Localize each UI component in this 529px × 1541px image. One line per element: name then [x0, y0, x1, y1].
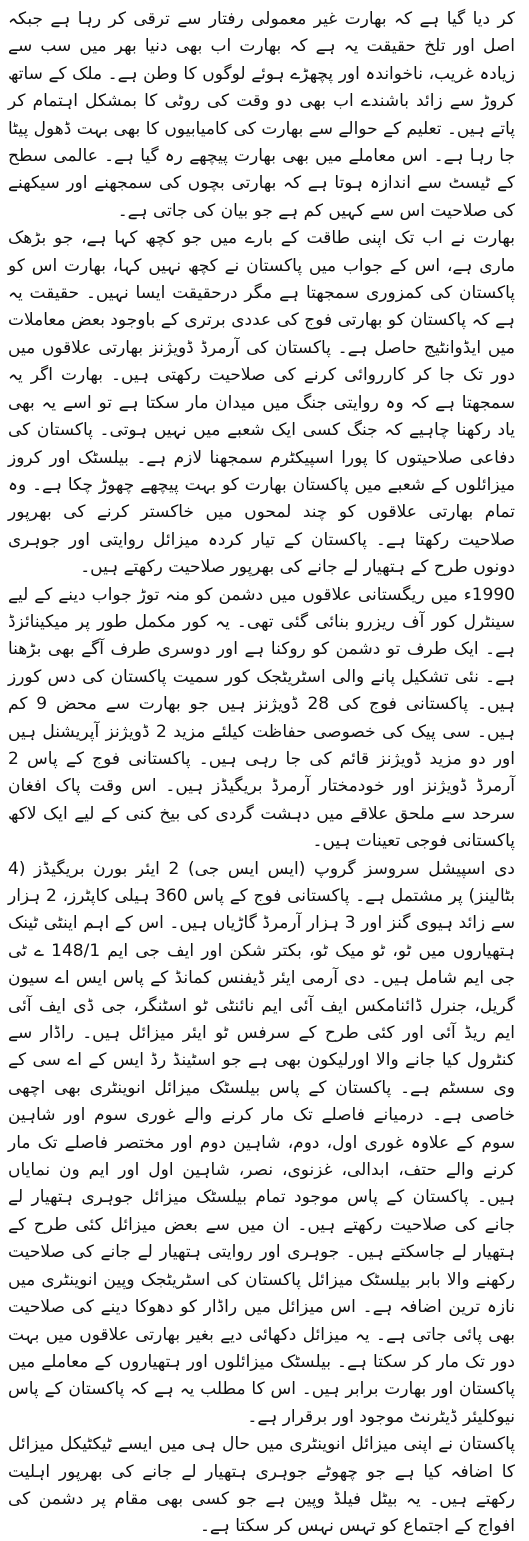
article-paragraph: 1990ء میں ریگستانی علاقوں میں دشمن کو منہ توڑ جواب دینے کے لیے سینٹرل کور آف ریزرو بنائی گئی تھی۔ یہ کور مکمل طور پر میکینائزڈ ہے۔ ایک طرف تو دشمن کو روکنا ہے اور دوسری طرف آگے بھی بڑھنا ہے۔ نئی تشکیل پانے والی اسٹریٹجک کور سمیت پاکستان کی دس کورز ہیں۔ پاکستانی فوج کی 28 ڈویژنز ہیں جو بھارت سے محض 9 کم ہیں۔ سی پیک کی خصوصی حفاظت کیلئے مزید 2 ڈویژنز آپریشنل ہیں اور دو مزید ڈویژنز قائم کی جا رہی ہیں۔ پاکستانی فوج کے پاس 2 آرمرڈ ڈویژنز اور خودمختار آرمرڈ بریگیڈز ہیں۔ اس وقت پاک افغان سرحد سے ملحق علاقے میں دہشت گردی کی بیخ کنی کے لیے ایک لاکھ پاکستانی فوجی تعینات ہیں۔	[8, 584, 515, 852]
article-paragraph: کر دیا گیا ہے کہ بھارت غیر معمولی رفتار سے ترقی کر رہا ہے جبکہ اصل اور تلخ حقیقت یہ ہے کہ بھارت اب بھی دنیا بھر میں سب سے زیادہ غریب، ناخواندہ اور پچھڑے ہوئے لوگوں کا وطن ہے۔ ملک کے ساتھ کروڑ سے زائد باشندے اب بھی دو وقت کی روٹی کا بمشکل اہتمام کر پاتے ہیں۔ تعلیم کے حوالے سے بھارت کی کامیابیوں کا بھی بہت ڈھول پیٹا جا رہا ہے۔ اس معاملے میں بھی بھارت پیچھے رہ گیا ہے۔ عالمی سطح کے ٹیسٹ سے اندازہ ہوتا ہے کہ بھارتی بچوں کی سمجھنے اور سیکھنے کی صلاحیت اس سے کہیں کم ہے جو بیان کی جاتی ہے۔	[8, 9, 515, 221]
article-paragraph: دی اسپیشل سروسز گروپ (ایس ایس جی) 2 ایئر بورن بریگیڈز (4 بٹالینز) پر مشتمل ہے۔ پاکستانی فوج کے پاس 360 ہیلی کاپٹرز، 2 ہزار سے زائد ہیوی گنز اور 3 ہزار آرمرڈ گاڑیاں ہیں۔ اس کے اہم اینٹی ٹینک ہتھیاروں میں ٹو، ٹو میک ٹو، بکتر شکن اور ایف جی ایم 148/1 ے ٹی جی ایم شامل ہیں۔ دی آرمی ایئر ڈیفنس کمانڈ کے پاس ایس اے سیون گریل، جنرل ڈائنامکس ایف آئی ایم نائنٹی ٹو اسٹنگر، جی ڈی ایف آئی ایم ریڈ آئی اور کئی طرح کے سرفس ٹو ایئر میزائل ہیں۔ راڈار سے کنٹرول کیا جانے والا اورلیکون بھی ہے جو اسٹینڈ رڈ ایس کے اے سی کے وی سسٹم ہے۔ پاکستان کے پاس بیلسٹک میزائل انوینٹری بھی اچھی خاصی ہے۔ درمیانے فاصلے تک مار کرنے والے غوری سوم اور شاہین سوم کے علاوہ غوری اول، دوم، شاہین دوم اور مختصر فاصلے تک مار کرنے والے حتف، ابدالی، غزنوی، نصر، شاہین اول اور ایم ون نمایاں ہیں۔ پاکستان کے پاس موجود تمام بیلسٹک میزائل جوہری ہتھیار لے جانے کی صلاحیت رکھتے ہیں۔ ان میں سے بعض میزائل کئی طرح کے ہتھیار لے جاسکتے ہیں۔ جوہری اور روایتی ہتھیار لے جانے کی صلاحیت رکھنے والا بابر بیلسٹک میزائل پاکستان کی اسٹریٹجک وپین انوینٹری میں نازہ ترین اضافہ ہے۔ اس میزائل میں راڈار کو دھوکا دینے کی صلاحیت بھی پائی جاتی ہے۔ یہ میزائل دکھائی دیے بغیر بھارتی علاقوں میں بہت دور تک مار کر سکتا ہے۔ بیلسٹک میزائلوں اور ہتھیاروں کے معاملے میں پاکستان اور بھارت برابر ہیں۔ اس کا مطلب یہ ہے کہ پاکستان کے پاس نیوکلیئر ڈیٹرنٹ موجود اور برقرار ہے۔	[8, 858, 515, 1427]
article-paragraph: بھارت نے اب تک اپنی طاقت کے بارے میں جو کچھ کہا ہے، جو بڑھک ماری ہے، اس کے جواب میں پاکستان نے کچھ نہیں کہا، بھارت اس کو پاکستان کی کمزوری سمجھتا ہے مگر درحقیقت ایسا نہیں۔ حقیقت یہ ہے کہ پاکستان کو بھارتی فوج کی عددی برتری کے باوجود بعض معاملات میں ایڈوانٹیج حاصل ہے۔ پاکستان کی آرمرڈ ڈویژنز بھارتی علاقوں میں دور تک جا کر کارروائی کرنے کی صلاحیت رکھتی ہیں۔ بھارت اگر یہ سمجھتا ہے کہ وہ روایتی جنگ میں میدان مار سکتا ہے تو اسے یہ بھی یاد رکھنا چاہیے کہ جنگ کسی ایک شعبے میں نہیں ہوتی۔ پاکستان کی دفاعی صلاحیتوں کا پورا اسپیکٹرم سمجھنا لازم ہے۔ بیلسٹک اور کروز میزائلوں کے شعبے میں پاکستان بھارت کو بہت پیچھے چھوڑ چکا ہے۔ وہ تمام بھارتی علاقوں کو چند لمحوں میں خاکستر کرنے کی بھرپور صلاحیت رکھتا ہے۔ پاکستان کے تیار کردہ میزائل روایتی اور جوہری دونوں طرح کے ہتھیار لے جانے کی بھرپور صلاحیت رکھتے ہیں۔	[8, 228, 515, 578]
article-paragraph: پاکستان نے اپنی میزائل انوینٹری میں حال ہی میں ایسے ٹیکٹیکل میزائل کا اضافہ کیا ہے جو چھوٹے جوہری ہتھیار لے جانے کی بھرپور اہلیت رکھتے ہیں۔ یہ بیٹل فیلڈ وپین ہے جو کسی بھی مقام پر دشمن کی افواج کے اجتماع کو تہس نہس کر سکتا ہے۔	[8, 1434, 515, 1537]
